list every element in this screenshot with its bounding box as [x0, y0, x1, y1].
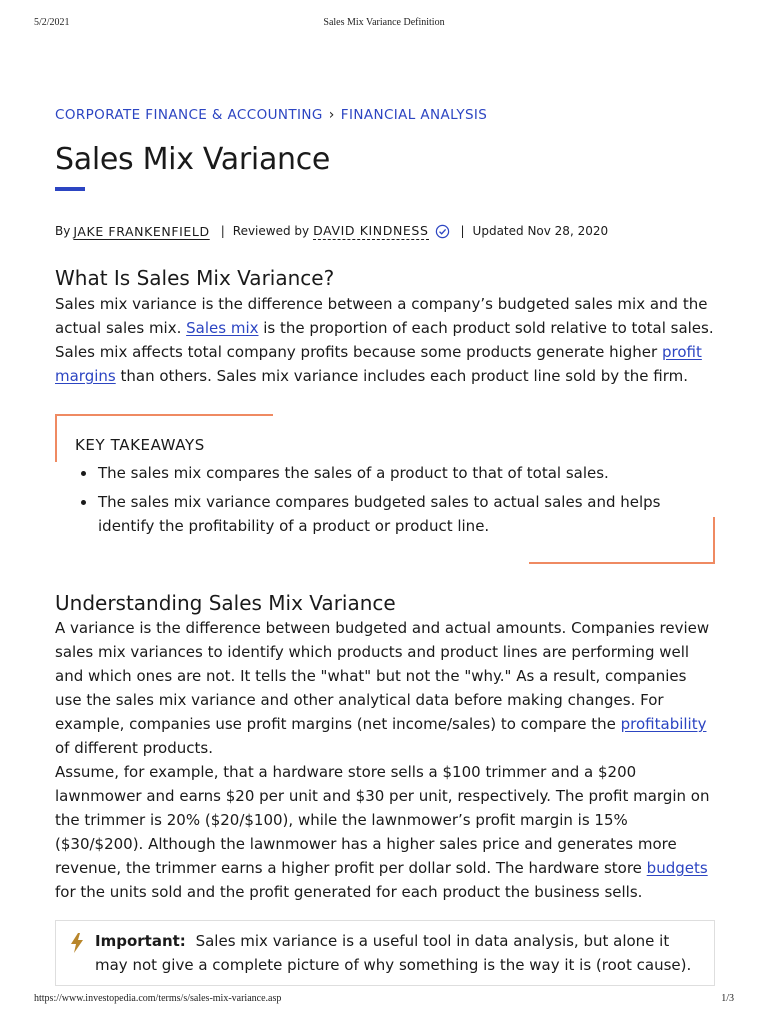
updated-date: Updated Nov 28, 2020	[472, 224, 609, 238]
title-underline	[55, 187, 85, 191]
paragraph-example	[55, 760, 715, 904]
section-heading-understanding: Understanding Sales Mix Variance	[55, 591, 396, 615]
link-budgets[interactable]: budgets	[646, 859, 708, 877]
verified-check-icon	[435, 224, 450, 239]
text-run: for the units sold and the profit generated for each product the business sells.	[55, 883, 643, 901]
reviewer-link[interactable]: DAVID KINDNESS	[313, 222, 429, 238]
list-item	[79, 490, 699, 538]
print-doc-title: Sales Mix Variance Definition	[323, 17, 445, 28]
takeaways-border-right	[713, 517, 715, 564]
byline-reviewed-label: Reviewed by	[232, 224, 310, 238]
byline-by-label: By	[55, 224, 71, 238]
breadcrumb-link-corporate-finance[interactable]: CORPORATE FINANCE & ACCOUNTING	[55, 107, 323, 123]
verified-check-svg	[435, 224, 450, 239]
callout-body: Sales mix variance is a useful tool in data analysis, but alone it may not give a complete picture of why something is the way it is (root cause).	[95, 932, 692, 974]
takeaways-border-top	[55, 414, 273, 416]
print-url: https://www.investopedia.com/terms/s/sales-mix-variance.asp	[34, 993, 282, 1004]
key-takeaways-title: KEY TAKEAWAYS	[75, 436, 205, 454]
takeaway-text: The sales mix variance compares budgeted sales to actual sales and helps identify the profitability of a product or product line.	[98, 493, 661, 535]
text-run: A variance is the difference between budgeted and actual amounts. Companies review sales mix variances to identify which products and product lines are performing well and which ones are not. It tells the "what" but not the "why." As a result, companies use the sales mix variance and other analytical data before making changes. For example, companies use profit margins (net income/sales) to compare the	[55, 619, 710, 733]
list-item	[79, 461, 699, 485]
byline	[55, 222, 608, 240]
chevron-right-icon: ›	[328, 107, 335, 123]
callout-label: Important:	[95, 932, 186, 950]
print-header	[0, 17, 768, 31]
link-profitability[interactable]: profitability	[620, 715, 707, 733]
takeaways-border-bottom	[529, 562, 715, 564]
text-run: is the proportion of each product sold relative to total sales. Sales mix affects total company profits because some products generate higher	[55, 319, 714, 361]
print-date: 5/2/2021	[34, 17, 70, 28]
takeaways-border-left	[55, 414, 57, 462]
paragraph-variance	[55, 616, 715, 760]
text-run: of different products.	[55, 739, 213, 757]
link-profit-margins[interactable]: profit margins	[55, 343, 702, 385]
takeaway-text: The sales mix compares the sales of a product to that of total sales.	[98, 464, 609, 482]
paragraph-definition	[55, 292, 715, 388]
text-run: Assume, for example, that a hardware store sells a $100 trimmer and a $200 lawnmower and earns $20 per unit and $30 per unit, respectively. The profit margin on the trimmer is 20% ($20/$100), while the lawnmower’s profit margin is 15% ($30/$200). Although the lawnmower has a higher sales price and generates more revenue, the trimmer earns a higher profit per dollar sold. The hardware store	[55, 763, 710, 877]
section-heading-what-is: What Is Sales Mix Variance?	[55, 266, 335, 290]
important-callout	[55, 920, 715, 986]
author-link[interactable]: JAKE FRANKENFIELD	[73, 223, 210, 239]
bullet-icon	[81, 500, 86, 505]
bullet-icon	[81, 471, 86, 476]
callout-text	[95, 929, 695, 977]
page-title: Sales Mix Variance	[55, 142, 331, 177]
key-takeaways-list	[79, 461, 699, 543]
byline-separator-2: |	[460, 224, 465, 238]
print-page-number: 1/3	[721, 993, 734, 1004]
lightning-bolt-icon	[70, 933, 84, 953]
text-run: than others. Sales mix variance includes each product line sold by the firm.	[115, 367, 689, 385]
byline-separator: |	[220, 224, 225, 238]
text-run: Sales mix variance is the difference between a company’s budgeted sales mix and the actual sales mix.	[55, 295, 708, 337]
link-sales-mix[interactable]: Sales mix	[186, 319, 259, 337]
lightning-bolt-svg	[70, 933, 84, 953]
breadcrumb-link-financial-analysis[interactable]: FINANCIAL ANALYSIS	[340, 107, 488, 123]
print-footer	[0, 993, 768, 1007]
breadcrumb	[55, 106, 487, 124]
